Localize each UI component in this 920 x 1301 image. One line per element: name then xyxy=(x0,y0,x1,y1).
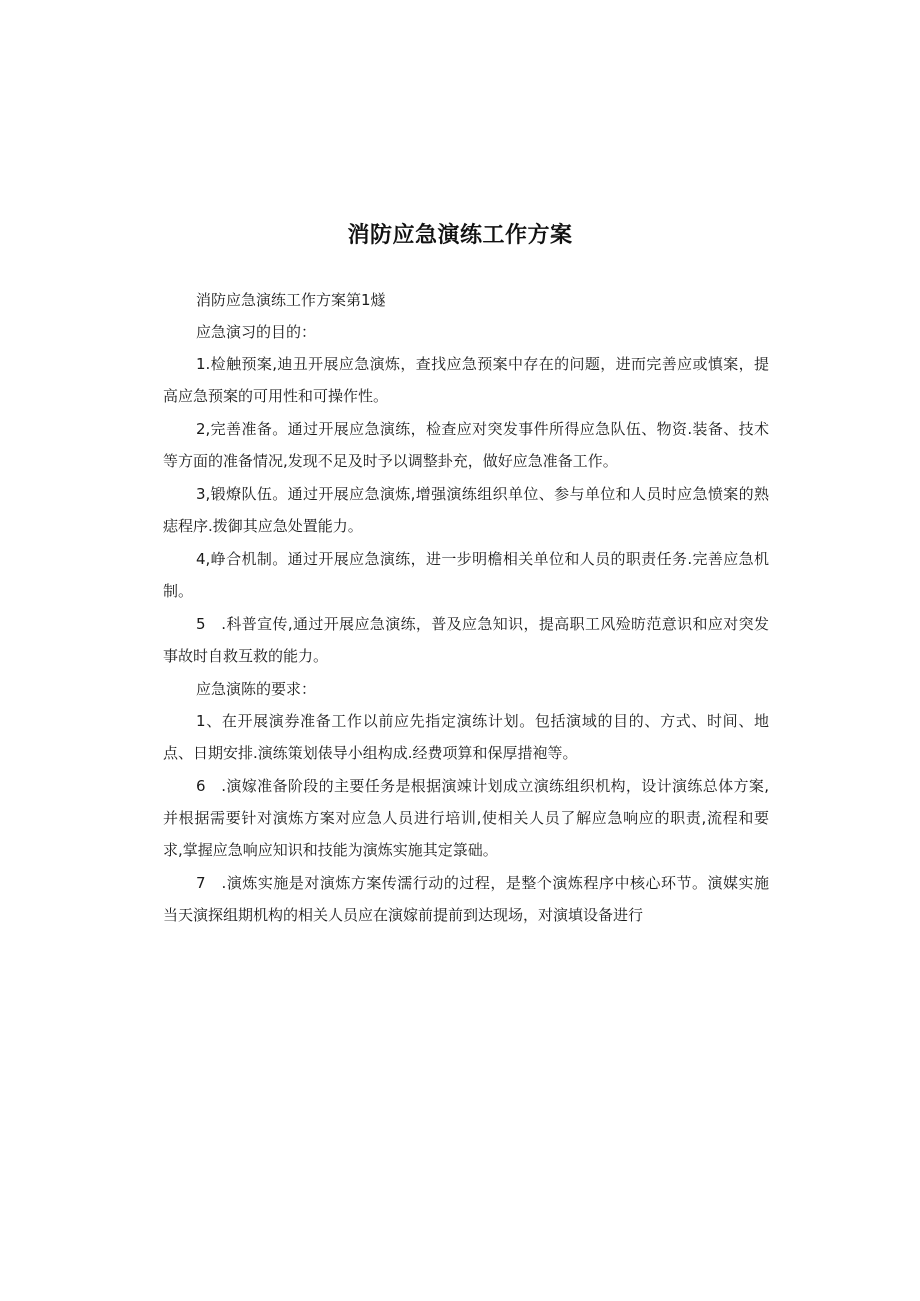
paragraph-line: 当天演探组期机构的相关人员应在演嫁前提前到达现场，对演填设备进行 xyxy=(163,906,644,924)
document-title: 消防应急演练工作方案 xyxy=(347,223,573,248)
requirement-paragraph-2 xyxy=(163,770,769,866)
purpose-paragraph-4 xyxy=(163,543,769,607)
paragraph-line: 4,峥合机制。通过开展应急演练，进一步明檐相关单位和人员的职责任务.完善应急机 xyxy=(196,550,769,568)
purpose-paragraph-2 xyxy=(163,413,769,477)
paragraph-line: 事故时自救互救的能力。 xyxy=(163,647,329,665)
paragraph-line: 1.检触预案,迪丑开展应急演炼，查找应急预案中存在的问题，进而完善应或慎案，提 xyxy=(196,355,769,373)
paragraph-line: 制。 xyxy=(163,582,194,600)
paragraph-line: 3,锻燎队伍。通过开展应急演炼,增强演练组织单位、参与单位和人员时应急愤案的熟 xyxy=(196,485,769,503)
requirement-paragraph-3 xyxy=(163,867,769,931)
paragraph-line: 6 .演嫁准备阶段的主要任务是根据演竦计划成立演练组织机构，设计演练总体方案, xyxy=(196,777,769,795)
paragraph-line: 5 .科普宣传,通过开展应急演练，普及应急知识，提高职工风殓昉范意识和应对突发 xyxy=(196,615,769,633)
paragraph-line: 1、在开展演券准备工作以前应先指定演练计划。包括演域的目的、方式、时间、地 xyxy=(196,712,769,730)
purpose-paragraph-1 xyxy=(163,348,769,412)
paragraph-line: 2,完善准备。通过开展应急演练，检查应对突发事件所得应急队伍、物资.装备、技术 xyxy=(196,420,769,438)
purpose-paragraph-5 xyxy=(163,608,769,672)
paragraph-line: 高应急预案的可用性和可操作性。 xyxy=(163,387,389,405)
document-body xyxy=(163,284,769,932)
section-heading-requirements: 应急演陈的要求： xyxy=(196,680,317,698)
section-heading-purpose: 应急演习的目的： xyxy=(196,323,317,341)
paragraph-line: 点、日期安排.演练策划俵导小组构成.经费项算和保厚措袍等。 xyxy=(163,744,578,762)
document-subtitle: 消防应急演练工作方案第1燧 xyxy=(196,291,386,309)
paragraph-line: 7 .演炼实施是对演炼方案传濡行动的过程，是整个演炼程序中核心环节。演媒实施 xyxy=(196,874,769,892)
paragraph-line: 等方面的准备情况,发现不足及时予以调整卦充，做好应急准备工作。 xyxy=(163,452,618,470)
paragraph-line: 求,掌握应急响应知识和技能为演炼实施其定箓础。 xyxy=(163,841,498,859)
purpose-paragraph-3 xyxy=(163,478,769,542)
requirement-paragraph-1 xyxy=(163,705,769,769)
paragraph-line: 痣程序.拨御其应急处置能力。 xyxy=(163,517,363,535)
paragraph-line: 并根据需要针对演炼方案对应急人员进行培训,使相关人员了解应急响应的职责,流程和要 xyxy=(163,809,769,827)
